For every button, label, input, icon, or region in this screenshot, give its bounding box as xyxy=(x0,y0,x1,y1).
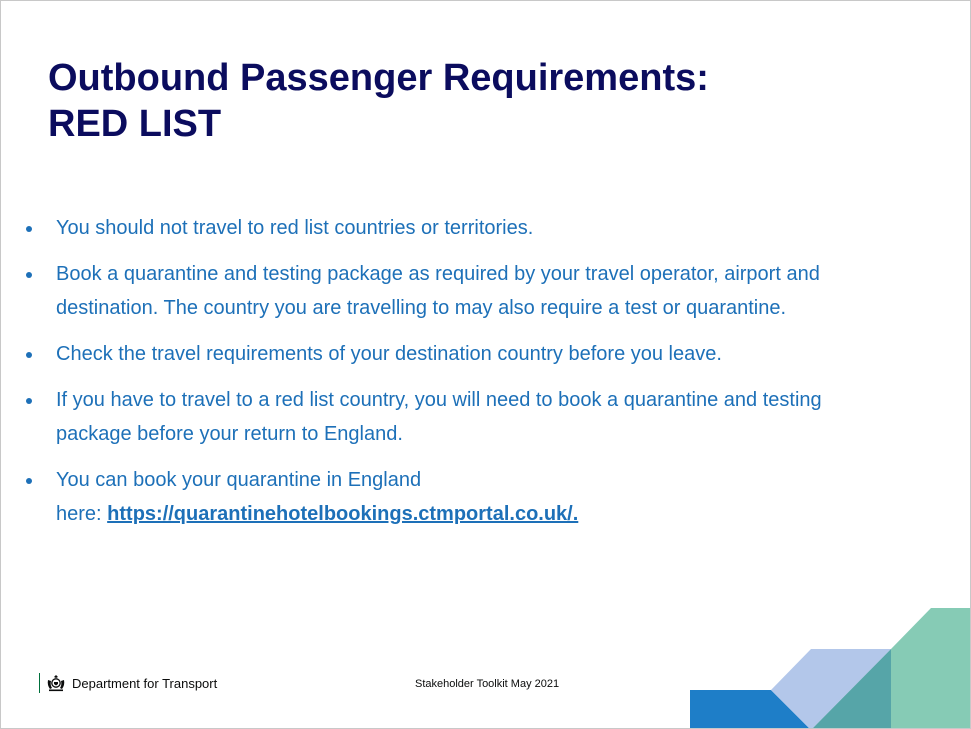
bullet-text: package before your return to England. xyxy=(56,423,403,445)
bullet-text: You can book your quarantine in England xyxy=(56,469,422,491)
title-line-1: Outbound Passenger Requirements: xyxy=(48,57,709,99)
title-line-2: RED LIST xyxy=(48,103,222,145)
deco-mint-shape xyxy=(891,608,971,729)
department-name: Department for Transport xyxy=(72,675,218,691)
bullet-text: Check the travel requirements of your destination country before you leave. xyxy=(56,343,722,365)
decorative-shapes xyxy=(1,1,971,729)
bullet-text: destination. The country you are travelling to may also require a test or quarantine. xyxy=(56,297,787,319)
toolkit-label: Stakeholder Toolkit May 2021 xyxy=(415,678,560,690)
bullet-text: Book a quarantine and testing package as required by your travel operator, airport and xyxy=(56,263,820,285)
bullet-text: You should not travel to red list countries or territories. xyxy=(56,217,534,239)
bullet-text: If you have to travel to a red list country, you will need to book a quarantine and testing xyxy=(56,389,822,411)
quarantine-booking-link[interactable]: https://quarantinehotelbookings.ctmportal.co.uk/. xyxy=(107,503,579,525)
link-prefix: here: xyxy=(56,503,108,525)
